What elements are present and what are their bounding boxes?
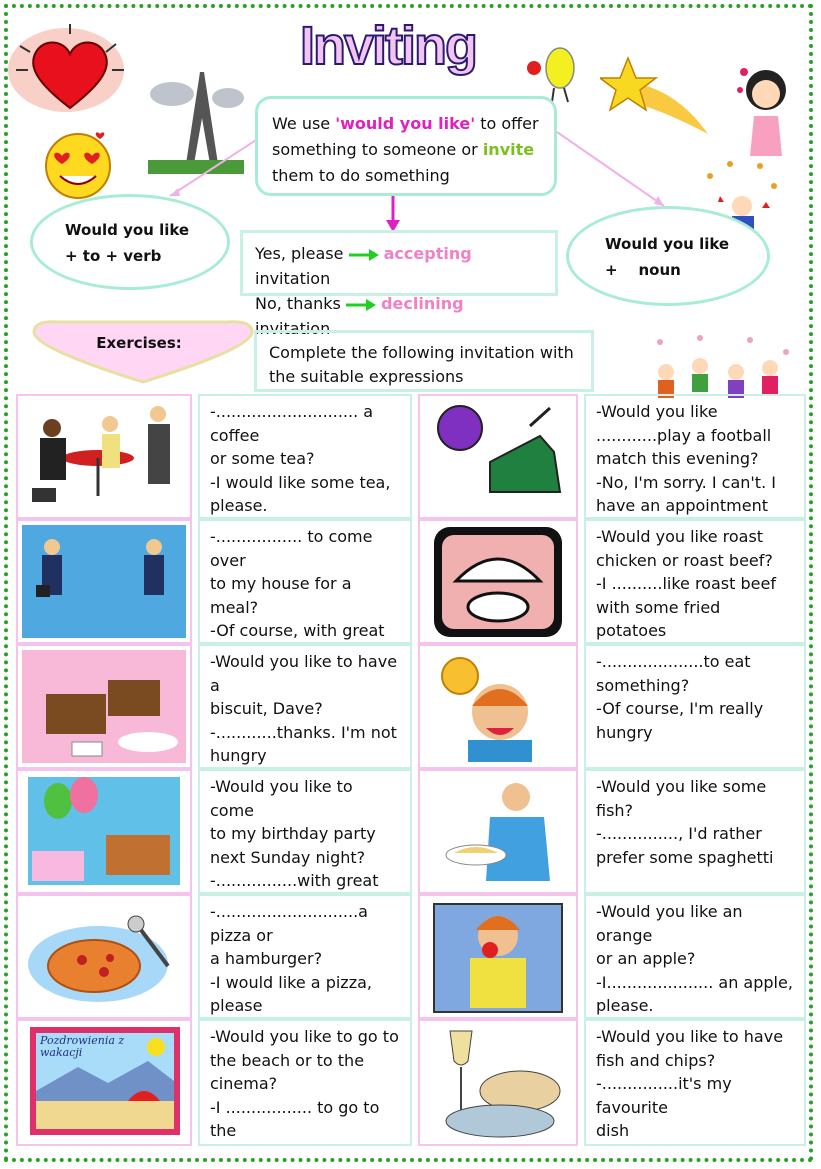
exercise-line: have an appointment (596, 496, 768, 515)
verb-rule-oval (30, 194, 230, 290)
exercise-text-11 (198, 1019, 412, 1146)
exercise-line: or some tea? (210, 449, 315, 468)
responses-box (240, 230, 558, 338)
postcard-greeting: Pozdrowienia z wakacji (40, 1034, 125, 1059)
intro-box (255, 96, 557, 196)
exercise-line: -Would you like some (596, 777, 767, 796)
exercise-line: with some fried potatoes (596, 597, 726, 640)
exercise-line: -....................to eat (596, 652, 751, 671)
no-thanks-text: No, thanks (255, 294, 341, 313)
exercise-text-8 (584, 769, 806, 894)
exercise-line: dish (596, 1121, 630, 1140)
exercise-text-6 (584, 644, 806, 769)
football-boot-image (418, 394, 578, 519)
exercise-line: -...............it's my favourite (596, 1074, 737, 1117)
pizza-image (16, 894, 192, 1019)
exercise-grid (16, 394, 806, 1146)
exercises-heart-banner (30, 318, 256, 386)
eating-watermelon-image (418, 644, 578, 769)
intro-text-3: them to do something (272, 166, 450, 185)
intro-highlight-would-you-like: 'would you like' (335, 114, 476, 133)
exercise-line: -I..................... an apple, (596, 972, 793, 992)
exercise-line: -................. to come over (210, 527, 378, 570)
exercise-line: please. (596, 996, 654, 1015)
exercise-line: -............thanks. I'm not (210, 722, 397, 742)
exercise-text-7 (198, 769, 412, 894)
exercise-line: or an apple? (596, 949, 696, 968)
yes-please-text: Yes, please (255, 244, 344, 263)
exercise-line: hungry (210, 746, 267, 765)
exercise-text-2 (584, 394, 806, 519)
invitation-text-2: invitation (255, 319, 331, 338)
exercise-line: -Would you like to have (596, 1027, 784, 1046)
exercise-line: -I would like a pizza, (210, 972, 372, 992)
exercise-line: -................with great (210, 871, 379, 890)
intro-highlight-invite: invite (482, 140, 535, 159)
exercise-text-5 (198, 644, 412, 769)
exercise-line: to my birthday party (210, 824, 376, 843)
exercise-line: please. (210, 496, 268, 515)
exercise-line: please (210, 996, 263, 1015)
exercise-text-3 (198, 519, 412, 644)
cakes-image (16, 644, 192, 769)
exercise-line: -............................ a coffee (210, 402, 379, 445)
exercise-line: -I ..........like roast beef (596, 574, 776, 593)
exercise-line: -..............., I'd rather (596, 824, 762, 843)
exercise-line: to my house for a meal? (210, 574, 357, 617)
roast-chicken-image (418, 519, 578, 644)
green-arrow-icon (349, 248, 379, 262)
page-title: Inviting (300, 16, 476, 76)
noun-rule-line-1: Would you like (605, 235, 730, 253)
exercise-line: fish? (596, 800, 634, 820)
accepting-row (255, 241, 543, 291)
exercise-line: -Would you like to have a (210, 652, 403, 695)
noun-rule-oval (566, 206, 770, 306)
intro-text-2: to offer something to someone or (272, 114, 539, 159)
exercise-line (210, 1143, 400, 1147)
exercise-line: -I would like some tea, (210, 472, 391, 492)
exercise-line: -Would you like roast (596, 527, 764, 546)
noun-rule-line-2: + noun (605, 261, 681, 279)
exercise-line: -Of course, I'm really (596, 699, 764, 718)
verb-rule-line-1: Would you like (65, 221, 190, 239)
exercise-line: biscuit, Dave? (210, 699, 323, 718)
green-arrow-icon (346, 298, 376, 312)
exercise-text-4 (584, 519, 806, 644)
exercise-line: -Would you like to go to (210, 1027, 399, 1046)
exercise-text-10 (584, 894, 806, 1019)
verb-rule-line-2: + to + verb (65, 247, 162, 265)
fish-and-wine-image (418, 1019, 578, 1146)
exercise-line: the beach or to the (210, 1050, 365, 1070)
exercise-line: -............................a pizza or (210, 902, 374, 945)
invitation-text-1: invitation (255, 269, 331, 288)
exercise-line: cinema? (210, 1074, 278, 1093)
exercise-line: -I ................. to go to the (210, 1097, 385, 1140)
exercise-text-1 (198, 394, 412, 519)
exercise-line: match this evening? (596, 449, 759, 468)
man-eating-spaghetti-image (418, 769, 578, 894)
exercise-line: hungry (596, 722, 653, 742)
exercise-line: -Of course, with great (210, 621, 385, 640)
exercise-line: -Would you like an orange (596, 902, 748, 945)
exercise-line: -No, I'm sorry. I can't. I (596, 472, 776, 492)
exercise-line: next Sunday night? (210, 847, 366, 867)
cafe-couple-image (16, 394, 192, 519)
birthday-cake-image (16, 769, 192, 894)
exercises-label: Exercises: (96, 334, 182, 352)
intro-text-1: We use (272, 114, 336, 133)
woman-eating-apple-image (418, 894, 578, 1019)
exercise-line: prefer some spaghetti (596, 847, 774, 867)
exercise-line: a hamburger? (210, 949, 323, 968)
exercise-text-9 (198, 894, 412, 1019)
exercise-text-12 (584, 1019, 806, 1146)
declining-text: declining (381, 294, 464, 313)
exercise-line: fish and chips? (596, 1050, 716, 1070)
exercise-line: ............play a football (596, 425, 772, 445)
exercise-line: something? (596, 675, 690, 695)
beach-postcard-image (16, 1019, 192, 1146)
business-people-image (16, 519, 192, 644)
instruction-box: Complete the following invitation with the suitable expressions (254, 330, 594, 392)
exercise-line: -Would you like (596, 402, 718, 421)
exercise-line: -Would you like to come (210, 777, 358, 820)
exercise-line: chicken or roast beef? (596, 550, 773, 570)
accepting-text: accepting (383, 244, 472, 263)
